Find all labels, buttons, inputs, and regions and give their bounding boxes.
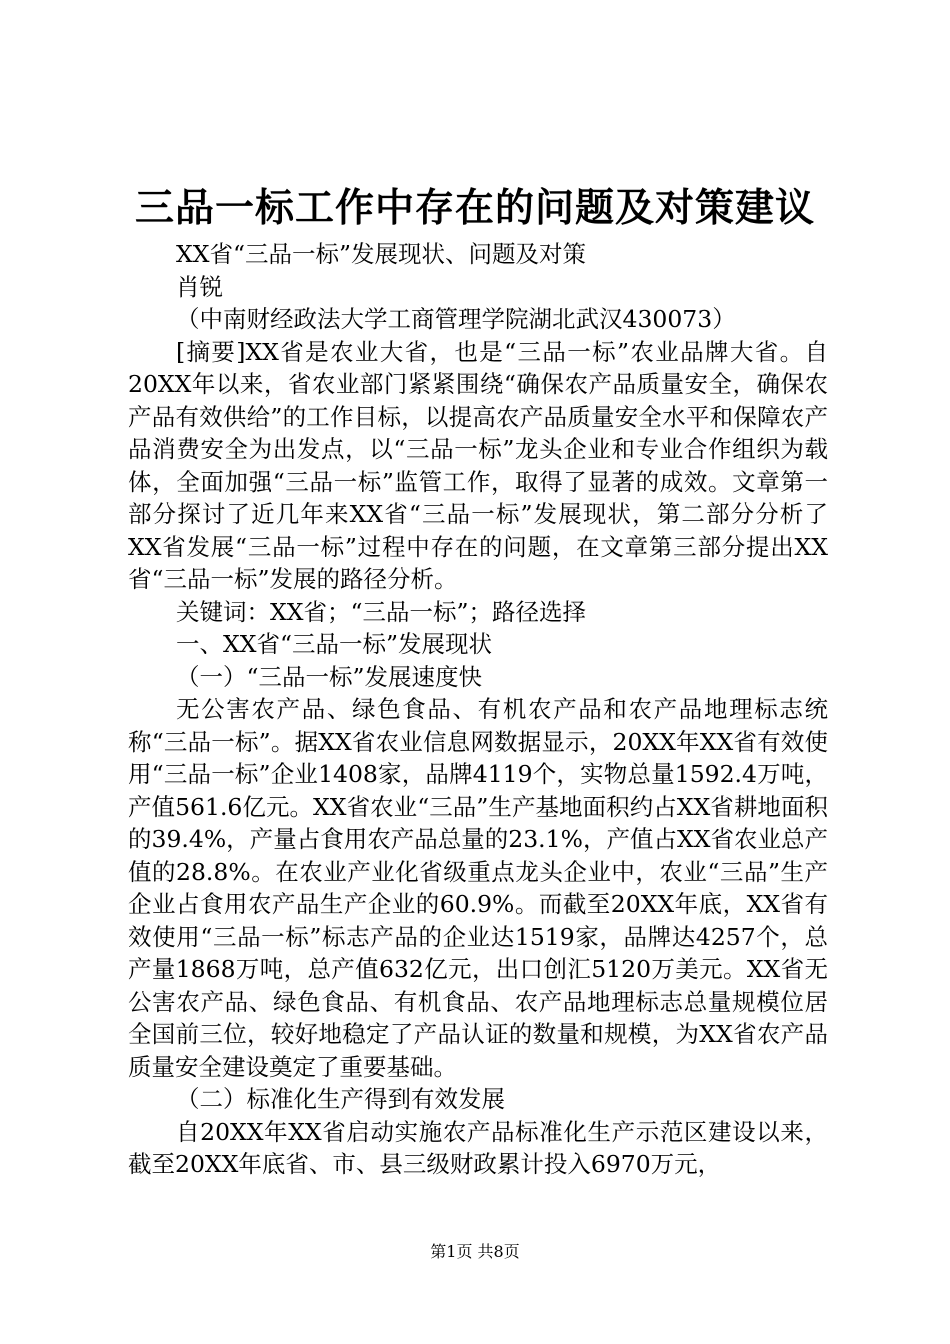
document-body <box>128 238 828 1181</box>
document-title: 三品一标工作中存在的问题及对策建议 <box>134 185 815 231</box>
subtitle: XX省“三品一标”发展现状、问题及对策 <box>176 240 586 268</box>
body-paragraph: 无公害农产品、绿色食品、有机农产品和农产品地理标志统称“三品一标”。据XX省农业信息网数据显示，20XX年XX省有效使用“三品一标”企业1408家，品牌4119个，实物总量1592.4万吨，产值561.6亿元。XX省农业“三品”生产基地面积约占XX省耕地面积的39.4%，产量占食用农产品总量的23.1%，产值占XX省农业总产值的28.8%。在农业产业化省级重点龙头企业中，农业“三品”生产企业占食用农产品生产企业的60.9%。而截至20XX年底，XX省有效使用“三品一标”标志产品的企业达1519家，品牌达4257个，总产量1868万吨，总产值632亿元，出口创汇5120万美元。XX省无公害农产品、绿色食品、有机食品、农产品地理标志总量规模位居全国前三位，较好地稳定了产品认证的数量和规模，为XX省农产品质量安全建设奠定了重要基础。 <box>128 695 828 1081</box>
subsection-heading: （二）标准化生产得到有效发展 <box>176 1085 505 1113</box>
page-footer: 第1页 共8页 <box>430 1242 520 1261</box>
keywords: 关键词：XX省；“三品一标”；路径选择 <box>176 597 586 626</box>
body-paragraph: 自20XX年XX省启动实施农产品标准化生产示范区建设以来，截至20XX年底省、市、县三级财政累计投入6970万元， <box>128 1117 828 1178</box>
author: 肖锐 <box>176 272 223 301</box>
affiliation: （中南财经政法大学工商管理学院湖北武汉430073） <box>176 305 736 333</box>
section-heading: 一、XX省“三品一标”发展现状 <box>176 630 492 658</box>
abstract-paragraph: [摘要]XX省是农业大省，也是“三品一标”农业品牌大省。自20XX年以来，省农业部门紧紧围绕“确保农产品质量安全，确保农产品有效供给”的工作目标，以提高农产品质量安全水平和保障农产品消费安全为出发点，以“三品一标”龙头企业和专业合作组织为载体，全面加强“三品一标”监管工作，取得了显著的成效。文章第一部分探讨了近几年来XX省“三品一标”发展现状，第二部分分析了XX省发展“三品一标”过程中存在的问题，在文章第三部分提出XX省“三品一标”发展的路径分析。 <box>128 337 828 593</box>
subsection-heading: （一）“三品一标”发展速度快 <box>176 662 483 691</box>
